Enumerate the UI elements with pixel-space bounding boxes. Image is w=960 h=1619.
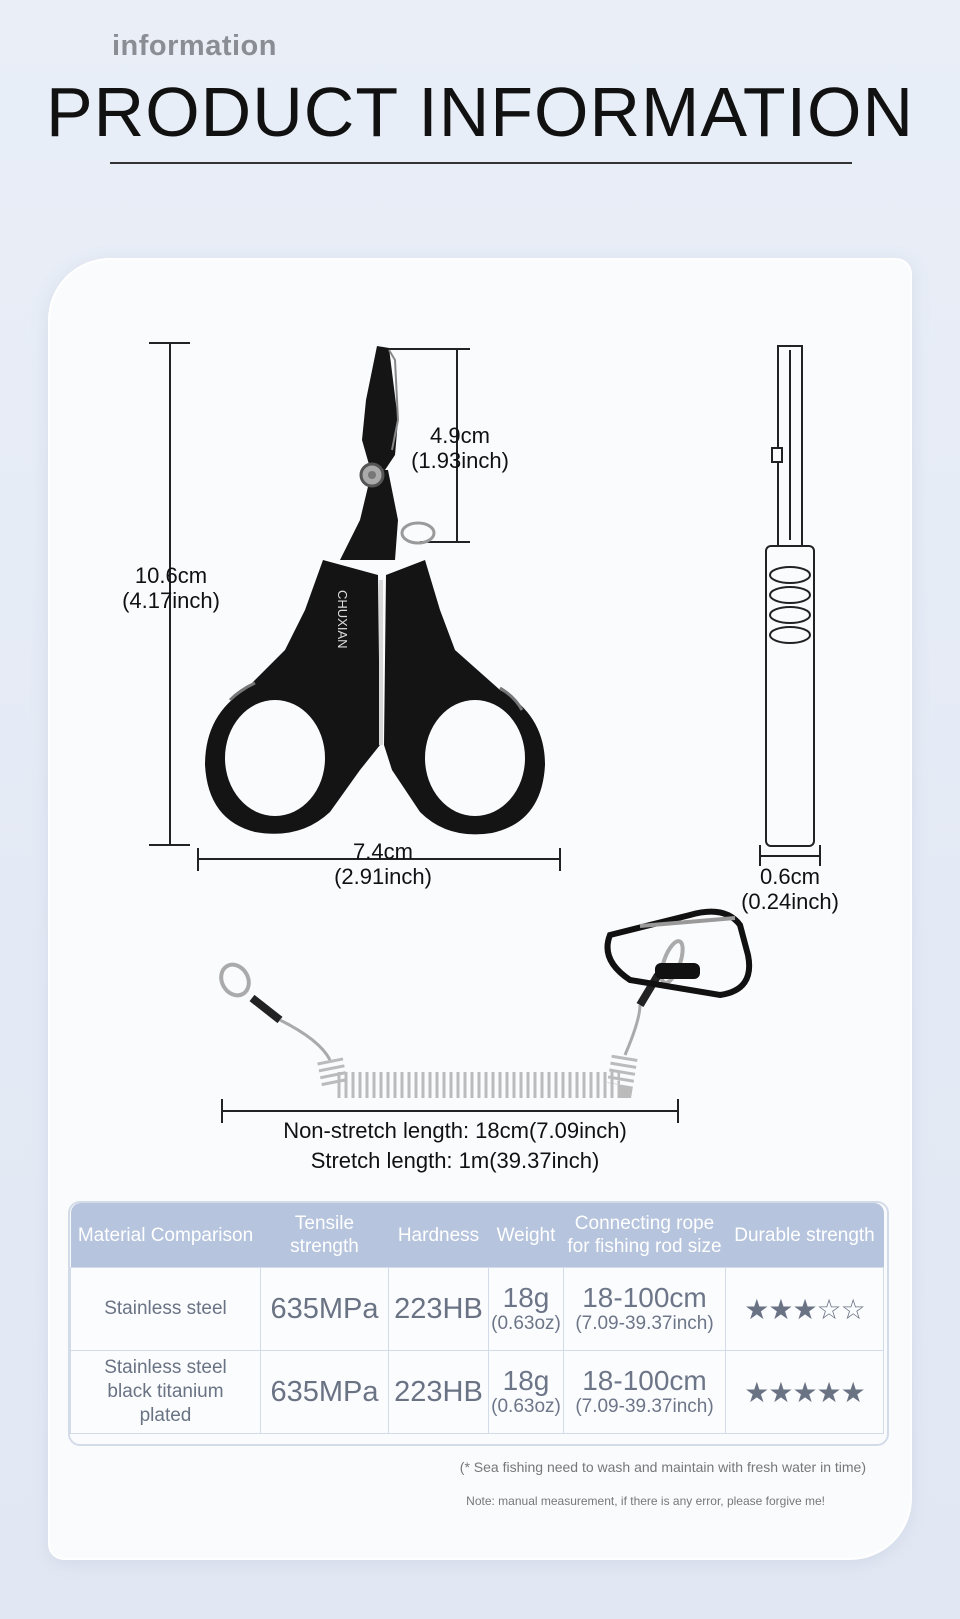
cell-material: Stainless steel	[71, 1268, 261, 1351]
header-durable: Durable strength	[726, 1203, 884, 1268]
header-material: Material Comparison	[71, 1203, 261, 1268]
table-row	[71, 1268, 884, 1351]
pliers-front-icon	[205, 346, 545, 834]
header-rope-size: Connecting rope for fishing rod size	[564, 1203, 726, 1268]
page-title: PRODUCT INFORMATION	[45, 73, 915, 151]
weight-oz: (0.63oz)	[491, 1396, 561, 1417]
thickness-dimension-line	[760, 845, 820, 866]
rope-size-value: 18-100cm	[582, 1365, 707, 1396]
header-weight: Weight	[489, 1203, 564, 1268]
rope-size-value: 18-100cm	[582, 1282, 707, 1313]
header-subtitle: information	[112, 30, 277, 62]
cell-rope-size	[564, 1351, 726, 1434]
material-comparison-table	[70, 1203, 884, 1434]
cell-rope-size	[564, 1268, 726, 1351]
cell-weight	[489, 1351, 564, 1434]
tip-length-label: 4.9cm (1.93inch)	[411, 423, 509, 473]
table-header-row	[71, 1203, 884, 1268]
sea-fishing-note: (* Sea fishing need to wash and maintain with fresh water in time)	[459, 1459, 866, 1475]
rope-length-label: Non-stretch length: 18cm(7.09inch) Stretch length: 1m(39.37inch)	[283, 1118, 627, 1173]
svg-text:CHUXIAN: CHUXIAN	[335, 590, 350, 649]
width-label: 7.4cm (2.91inch)	[334, 839, 432, 889]
measurement-note: Note: manual measurement, if there is any error, please forgive me!	[466, 1494, 825, 1508]
cell-weight	[489, 1268, 564, 1351]
cell-durable-stars: ★★★☆☆	[726, 1268, 884, 1351]
thickness-label: 0.6cm (0.24inch)	[741, 864, 839, 914]
cell-hardness: 223HB	[389, 1268, 489, 1351]
weight-value: 18g	[502, 1365, 550, 1396]
weight-value: 18g	[502, 1282, 550, 1313]
cell-material: Stainless steel black titanium plated	[71, 1351, 261, 1434]
table-row	[71, 1351, 884, 1434]
rope-size-inch: (7.09-39.37inch)	[575, 1313, 714, 1334]
cell-tensile: 635MPa	[261, 1268, 389, 1351]
coiled-lanyard-icon	[216, 912, 749, 1085]
rope-size-inch: (7.09-39.37inch)	[575, 1396, 714, 1417]
header-tensile: Tensile strength	[261, 1203, 389, 1268]
height-label: 10.6cm (4.17inch)	[122, 563, 220, 613]
cell-tensile: 635MPa	[261, 1351, 389, 1434]
weight-oz: (0.63oz)	[491, 1313, 561, 1334]
header-hardness: Hardness	[389, 1203, 489, 1268]
pliers-side-icon	[766, 346, 814, 846]
cell-hardness: 223HB	[389, 1351, 489, 1434]
cell-durable-stars: ★★★★★	[726, 1351, 884, 1434]
